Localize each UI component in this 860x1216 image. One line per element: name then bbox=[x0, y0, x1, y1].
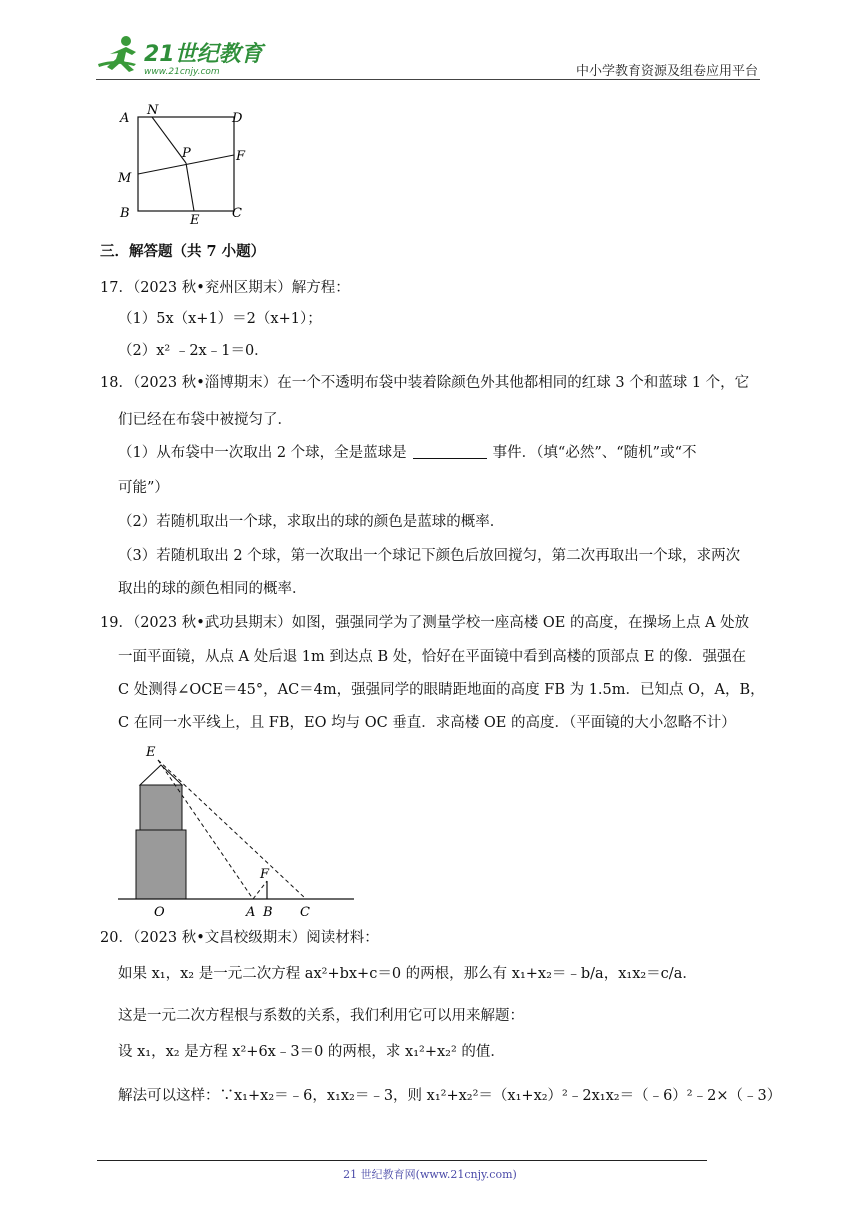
q18-part1-text-b: 事件．（填“必然”、“随机”或“不 bbox=[492, 445, 697, 461]
q20-line1: 如果 x₁，x₂ 是一元二次方程 ax²+bx+c＝0 的两根，那么有 x₁+x₂＝﹣b/a，x₁x₂＝c/a． bbox=[118, 966, 697, 982]
footer-divider bbox=[97, 1160, 707, 1161]
label-d: D bbox=[232, 111, 243, 126]
svg-text:www.21cnjy.com: www.21cnjy.com bbox=[144, 67, 220, 77]
q20-head: 20．（2023 秋•文昌校级期末）阅读材料： bbox=[100, 930, 379, 946]
q20-line2: 这是一元二次方程根与系数的关系，我们利用它可以用来解题： bbox=[118, 1008, 524, 1024]
q18-line2: 们已经在布袋中被搅匀了． bbox=[118, 412, 292, 428]
q20-line3: 设 x₁，x₂ 是方程 x²+6x﹣3＝0 的两根，求 x₁²+x₂² 的值． bbox=[118, 1044, 505, 1060]
square-figure bbox=[112, 100, 262, 230]
building-figure bbox=[116, 738, 360, 922]
q18-part1 bbox=[118, 443, 697, 463]
label-a: A bbox=[120, 111, 130, 126]
q20-line4: 解法可以这样：∵x₁+x₂＝﹣6，x₁x₂＝﹣3，则 x₁²+x₂²＝（x₁+x₂）²﹣2x₁x₂＝（﹣6）²﹣2×（﹣3） bbox=[118, 1088, 782, 1104]
q18-part1-text-a: （1）从布袋中一次取出 2 个球，全是蓝球是 bbox=[118, 445, 407, 461]
label-p: P bbox=[182, 146, 191, 161]
q19-line1: 19．（2023 秋•武功县期末）如图，强强同学为了测量学校一座高楼 OE 的高度，在操场上点 A 处放 bbox=[100, 615, 750, 631]
label-f-eye: F bbox=[260, 867, 270, 882]
label-b-person: B bbox=[263, 905, 273, 920]
q17-part1: （1）5x（x+1）＝2（x+1）； bbox=[118, 311, 322, 327]
label-c-point: C bbox=[300, 905, 310, 920]
q18-part3-a: （3）若随机取出 2 个球，第一次取出一个球记下颜色后放回搅匀，第二次再取出一个球，求两次 bbox=[118, 548, 741, 564]
label-c: C bbox=[232, 206, 242, 221]
label-m: M bbox=[118, 171, 132, 186]
q17-head: 17．（2023 秋•兖州区期末）解方程： bbox=[100, 280, 350, 296]
q18-part3-b: 取出的球的颜色相同的概率． bbox=[118, 581, 307, 597]
label-o: O bbox=[154, 905, 165, 920]
q18-part2: （2）若随机取出一个球，求取出的球的颜色是蓝球的概率． bbox=[118, 514, 505, 530]
label-n: N bbox=[147, 103, 159, 118]
header-platform-text: 中小学教育资源及组卷应用平台 bbox=[575, 64, 758, 79]
q17-part2: （2）x² ﹣2x﹣1＝0． bbox=[118, 343, 269, 359]
label-e-top: E bbox=[146, 745, 156, 760]
footer-text: 21 世纪教育网(www.21cnjy.com) bbox=[343, 1168, 517, 1181]
q18-part1-cont: 可能”） bbox=[118, 480, 169, 496]
answer-blank bbox=[413, 444, 487, 459]
label-f: F bbox=[236, 149, 246, 164]
q19-line2: 一面平面镜，从点 A 处后退 1m 到达点 B 处，恰好在平面镜中看到高楼的顶部点 E 的像．强强在 bbox=[118, 649, 747, 665]
section-title: 三．解答题（共 7 小题） bbox=[100, 243, 266, 260]
label-a-mirror: A bbox=[246, 905, 256, 920]
site-logo bbox=[96, 34, 266, 78]
label-e: E bbox=[190, 213, 200, 228]
label-b: B bbox=[120, 206, 130, 221]
q19-line3: C 处测得∠OCE＝45°，AC＝4m，强强同学的眼睛距地面的高度 FB 为 1.5m．已知点 O，A，B， bbox=[118, 682, 765, 698]
svg-text:21世纪教育: 21世纪教育 bbox=[144, 42, 263, 67]
q19-line4: C 在同一水平线上，且 FB，EO 均与 OC 垂直．求高楼 OE 的高度．（平面镜的大小忽略不计） bbox=[118, 715, 736, 731]
q18-line1: 18．（2023 秋•淄博期末）在一个不透明布袋中装着除颜色外其他都相同的红球 3 个和蓝球 1 个，它 bbox=[100, 375, 750, 391]
header-divider bbox=[96, 79, 760, 80]
